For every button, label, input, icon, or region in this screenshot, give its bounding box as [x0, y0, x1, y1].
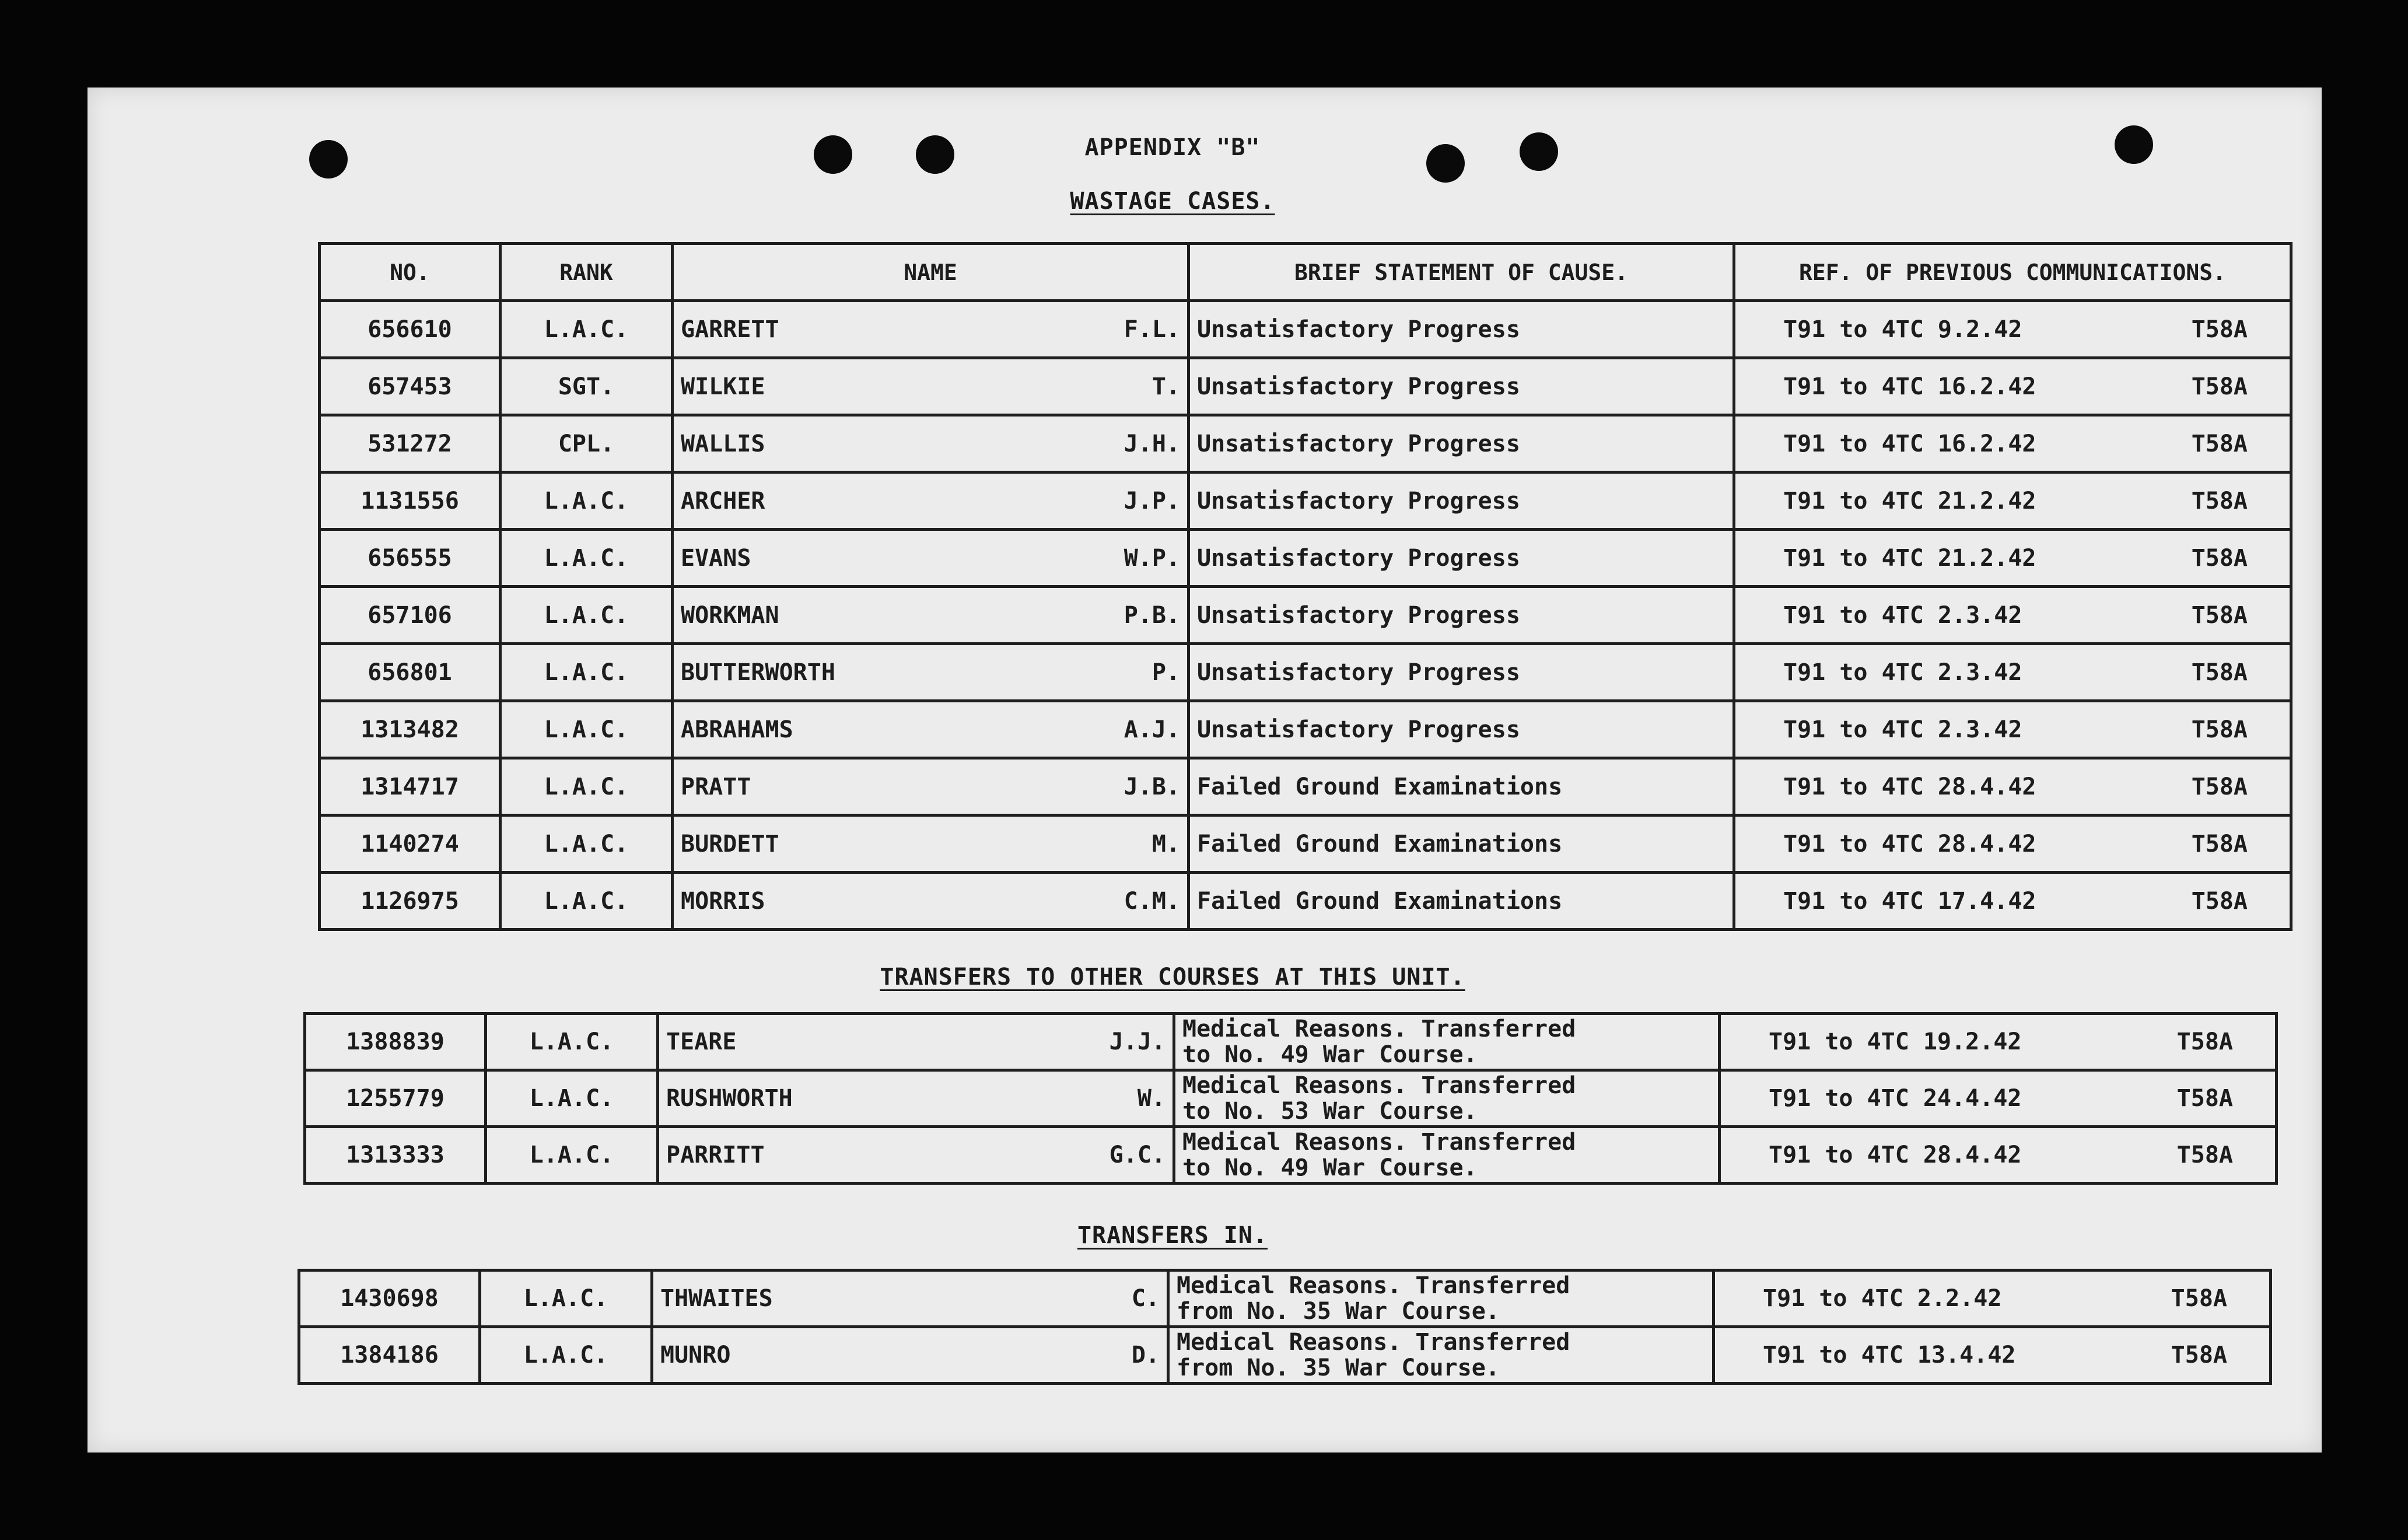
service-number: 1313333 — [305, 1127, 486, 1184]
reference-code: T58A — [2176, 1028, 2233, 1055]
reference-text: T91 to 4TC 24.4.42 — [1769, 1085, 2022, 1112]
cause-line-1: Medical Reasons. Transferred — [1177, 1329, 1570, 1356]
reference-wrap — [1742, 545, 2283, 572]
reference-cell — [1734, 873, 2291, 930]
reference-text: T91 to 4TC 2.2.42 — [1763, 1285, 2002, 1312]
reference-code: T58A — [2171, 1285, 2227, 1312]
cause-line-2: from No. 35 War Course. — [1177, 1354, 1500, 1381]
surname-cell: BUTTERWORTH — [673, 644, 1063, 701]
table-row — [299, 1327, 2271, 1384]
rank-cell: L.A.C. — [480, 1327, 652, 1384]
table-row — [320, 758, 2291, 816]
reference-text: T91 to 4TC 19.2.42 — [1769, 1028, 2022, 1055]
surname-cell: EVANS — [673, 530, 1063, 587]
reference-cell — [1734, 816, 2291, 873]
surname-cell: THWAITES — [652, 1270, 1043, 1327]
reference-text: T91 to 4TC 28.4.42 — [1769, 1142, 2022, 1168]
reference-code: T58A — [2191, 716, 2248, 743]
rank-cell: L.A.C. — [480, 1270, 652, 1327]
reference-code: T58A — [2191, 316, 2248, 343]
table-row — [320, 473, 2291, 530]
reference-text: T91 to 4TC 2.3.42 — [1783, 659, 2022, 686]
surname-cell: PRATT — [673, 758, 1063, 816]
transfers-in-table — [298, 1269, 2272, 1385]
service-number: 1388839 — [305, 1014, 486, 1070]
initials-cell: A.J. — [1063, 701, 1189, 758]
reference-text: T91 to 4TC 28.4.42 — [1783, 773, 2036, 800]
cause-cell: Unsatisfactory Progress — [1189, 473, 1734, 530]
surname-cell: WILKIE — [673, 358, 1063, 415]
initials-cell: T. — [1063, 358, 1189, 415]
rank-cell: L.A.C. — [501, 758, 673, 816]
reference-text: T91 to 4TC 28.4.42 — [1783, 830, 2036, 858]
reference-code: T58A — [2191, 544, 2248, 572]
table-row — [320, 873, 2291, 930]
reference-wrap — [1728, 1085, 2268, 1112]
cause-line-1: Medical Reasons. Transferred — [1182, 1129, 1576, 1156]
rank-cell: L.A.C. — [501, 816, 673, 873]
rank-cell: L.A.C. — [501, 701, 673, 758]
surname-cell: ARCHER — [673, 473, 1063, 530]
reference-code: T58A — [2191, 487, 2248, 514]
surname-cell: MORRIS — [673, 873, 1063, 930]
reference-code: T58A — [2176, 1085, 2233, 1112]
cause-cell: Unsatisfactory Progress — [1189, 415, 1734, 473]
rank-cell: L.A.C. — [501, 873, 673, 930]
cause-line-1: Medical Reasons. Transferred — [1182, 1016, 1576, 1042]
cause-cell: Unsatisfactory Progress — [1189, 358, 1734, 415]
service-number: 1384186 — [299, 1327, 480, 1384]
col-header-name: NAME — [673, 244, 1189, 301]
reference-wrap — [1742, 430, 2283, 457]
cause-cell — [1174, 1014, 1720, 1070]
col-header-rank: RANK — [501, 244, 673, 301]
table-row — [320, 301, 2291, 358]
service-number: 656801 — [320, 644, 501, 701]
rank-cell: L.A.C. — [486, 1070, 658, 1127]
cause-cell: Failed Ground Examinations — [1189, 873, 1734, 930]
initials-cell: D. — [1043, 1327, 1168, 1384]
cause-line-1: Medical Reasons. Transferred — [1182, 1072, 1576, 1099]
initials-cell: F.L. — [1063, 301, 1189, 358]
wastage-heading — [55, 188, 2290, 215]
transfers-in-heading — [55, 1222, 2290, 1249]
reference-text: T91 to 4TC 21.2.42 — [1783, 544, 2036, 572]
rank-cell: SGT. — [501, 358, 673, 415]
reference-wrap — [1728, 1028, 2268, 1055]
reference-code: T58A — [2191, 373, 2248, 400]
reference-code: T58A — [2191, 430, 2248, 457]
reference-wrap — [1742, 602, 2283, 629]
cause-line-1: Medical Reasons. Transferred — [1177, 1272, 1570, 1299]
rank-cell: L.A.C. — [501, 301, 673, 358]
table-row — [320, 816, 2291, 873]
reference-cell — [1734, 301, 2291, 358]
reference-text: T91 to 4TC 2.3.42 — [1783, 601, 2022, 629]
cause-cell: Unsatisfactory Progress — [1189, 587, 1734, 644]
surname-cell: MUNRO — [652, 1327, 1043, 1384]
service-number: 656555 — [320, 530, 501, 587]
service-number: 1314717 — [320, 758, 501, 816]
reference-wrap — [1722, 1342, 2262, 1368]
transfers-other-heading-text: TRANSFERS TO OTHER COURSES AT THIS UNIT. — [880, 964, 1465, 991]
service-number: 1430698 — [299, 1270, 480, 1327]
initials-cell: J.H. — [1063, 415, 1189, 473]
surname-cell: PARRITT — [658, 1127, 1049, 1184]
reference-cell — [1714, 1270, 2271, 1327]
reference-cell — [1734, 415, 2291, 473]
reference-code: T58A — [2191, 773, 2248, 800]
reference-cell — [1734, 473, 2291, 530]
wastage-table — [318, 242, 2292, 931]
cause-cell: Unsatisfactory Progress — [1189, 301, 1734, 358]
cause-cell — [1168, 1270, 1714, 1327]
surname-cell: TEARE — [658, 1014, 1049, 1070]
table-row — [320, 358, 2291, 415]
reference-cell — [1720, 1070, 2277, 1127]
cause-line-2: to No. 53 War Course. — [1182, 1098, 1478, 1125]
reference-wrap — [1742, 659, 2283, 686]
initials-cell: J.P. — [1063, 473, 1189, 530]
service-number: 1140274 — [320, 816, 501, 873]
reference-cell — [1734, 587, 2291, 644]
table-row — [320, 701, 2291, 758]
reference-wrap — [1742, 774, 2283, 800]
surname-cell: RUSHWORTH — [658, 1070, 1049, 1127]
service-number: 1255779 — [305, 1070, 486, 1127]
reference-cell — [1734, 644, 2291, 701]
reference-cell — [1720, 1014, 2277, 1070]
transfers-other-table — [303, 1012, 2278, 1185]
surname-cell: ABRAHAMS — [673, 701, 1063, 758]
table-row — [305, 1127, 2277, 1184]
reference-cell — [1734, 358, 2291, 415]
reference-text: T91 to 4TC 16.2.42 — [1783, 430, 2036, 457]
reference-code: T58A — [2191, 830, 2248, 858]
initials-cell: M. — [1063, 816, 1189, 873]
reference-text: T91 to 4TC 13.4.42 — [1763, 1342, 2016, 1368]
rank-cell: L.A.C. — [486, 1014, 658, 1070]
reference-code: T58A — [2171, 1342, 2227, 1368]
reference-code: T58A — [2191, 887, 2248, 915]
rank-cell: L.A.C. — [501, 530, 673, 587]
service-number: 657453 — [320, 358, 501, 415]
table-row — [320, 415, 2291, 473]
cause-cell: Failed Ground Examinations — [1189, 816, 1734, 873]
rank-cell: L.A.C. — [501, 644, 673, 701]
reference-text: T91 to 4TC 9.2.42 — [1783, 316, 2022, 343]
reference-wrap — [1722, 1285, 2262, 1312]
cause-cell: Unsatisfactory Progress — [1189, 701, 1734, 758]
reference-wrap — [1742, 488, 2283, 514]
initials-cell: W. — [1049, 1070, 1174, 1127]
reference-wrap — [1742, 831, 2283, 858]
col-header-cause: BRIEF STATEMENT OF CAUSE. — [1189, 244, 1734, 301]
rank-cell: L.A.C. — [486, 1127, 658, 1184]
surname-cell: GARRETT — [673, 301, 1063, 358]
cause-cell: Failed Ground Examinations — [1189, 758, 1734, 816]
table-row — [305, 1070, 2277, 1127]
reference-code: T58A — [2191, 659, 2248, 686]
rank-cell: L.A.C. — [501, 473, 673, 530]
wastage-heading-text: WASTAGE CASES. — [1070, 188, 1275, 215]
reference-cell — [1714, 1327, 2271, 1384]
cause-cell: Unsatisfactory Progress — [1189, 644, 1734, 701]
cause-line-2: to No. 49 War Course. — [1182, 1041, 1478, 1068]
service-number: 1131556 — [320, 473, 501, 530]
table-row — [320, 530, 2291, 587]
table-row — [305, 1014, 2277, 1070]
reference-text: T91 to 4TC 21.2.42 — [1783, 487, 2036, 514]
reference-code: T58A — [2191, 601, 2248, 629]
cause-line-2: to No. 49 War Course. — [1182, 1154, 1478, 1181]
reference-wrap — [1742, 888, 2283, 915]
cause-cell — [1168, 1327, 1714, 1384]
header-row — [320, 244, 2291, 301]
reference-text: T91 to 4TC 2.3.42 — [1783, 716, 2022, 743]
reference-wrap — [1742, 316, 2283, 343]
cause-cell — [1174, 1127, 1720, 1184]
service-number: 1313482 — [320, 701, 501, 758]
initials-cell: J.J. — [1049, 1014, 1174, 1070]
reference-text: T91 to 4TC 17.4.42 — [1783, 887, 2036, 915]
col-header-no: NO. — [320, 244, 501, 301]
service-number: 1126975 — [320, 873, 501, 930]
surname-cell: WALLIS — [673, 415, 1063, 473]
table-row — [320, 644, 2291, 701]
transfers-in-heading-text: TRANSFERS IN. — [1077, 1222, 1268, 1249]
table-row — [320, 587, 2291, 644]
surname-cell: WORKMAN — [673, 587, 1063, 644]
reference-cell — [1734, 530, 2291, 587]
initials-cell: J.B. — [1063, 758, 1189, 816]
col-header-ref: REF. OF PREVIOUS COMMUNICATIONS. — [1734, 244, 2291, 301]
reference-wrap — [1742, 716, 2283, 743]
initials-cell: G.C. — [1049, 1127, 1174, 1184]
appendix-title: APPENDIX "B" — [1084, 134, 1261, 161]
rank-cell: CPL. — [501, 415, 673, 473]
rank-cell: L.A.C. — [501, 587, 673, 644]
surname-cell: BURDETT — [673, 816, 1063, 873]
cause-line-2: from No. 35 War Course. — [1177, 1298, 1500, 1325]
transfers-other-heading — [55, 964, 2290, 991]
cause-cell — [1174, 1070, 1720, 1127]
reference-cell — [1720, 1127, 2277, 1184]
cause-cell: Unsatisfactory Progress — [1189, 530, 1734, 587]
reference-wrap — [1742, 373, 2283, 400]
initials-cell: P.B. — [1063, 587, 1189, 644]
document-sheet — [88, 88, 2322, 1452]
initials-cell: W.P. — [1063, 530, 1189, 587]
initials-cell: P. — [1063, 644, 1189, 701]
reference-text: T91 to 4TC 16.2.42 — [1783, 373, 2036, 400]
reference-wrap — [1728, 1142, 2268, 1168]
reference-code: T58A — [2176, 1142, 2233, 1168]
initials-cell: C.M. — [1063, 873, 1189, 930]
service-number: 531272 — [320, 415, 501, 473]
initials-cell: C. — [1043, 1270, 1168, 1327]
reference-cell — [1734, 701, 2291, 758]
service-number: 657106 — [320, 587, 501, 644]
table-row — [299, 1270, 2271, 1327]
reference-cell — [1734, 758, 2291, 816]
service-number: 656610 — [320, 301, 501, 358]
